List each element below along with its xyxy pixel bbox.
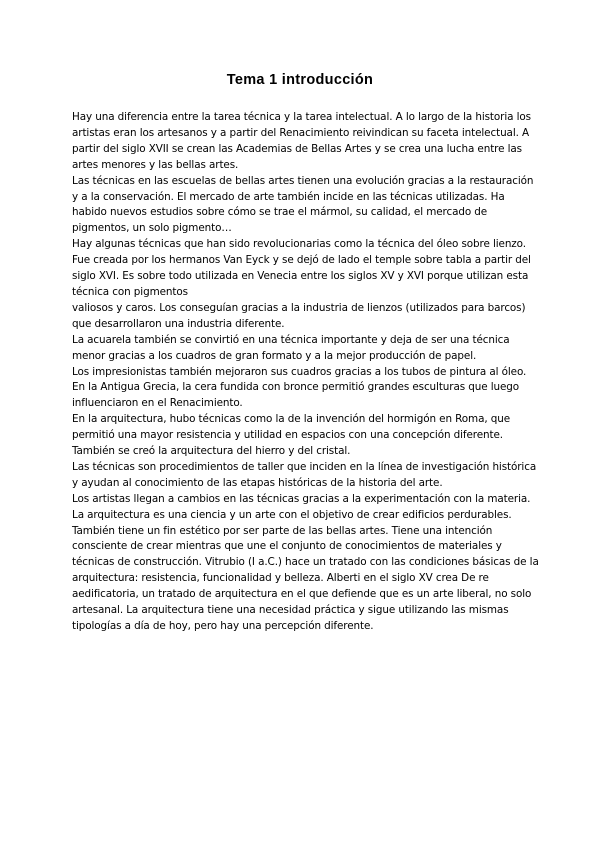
paragraph: Las técnicas son procedimientos de taller que inciden en la línea de investigación histórica y ayudan al conocimiento de las etapas históricas de la historia del arte.: [72, 460, 537, 489]
paragraph: Hay algunas técnicas que han sido revolucionarias como la técnica del óleo sobre lienzo. Fue creada por los hermanos Van Eyck y se dejó de lado el temple sobre tabla a partir del siglo XVI. Es sobre todo utilizada en Venecia entre los siglos XV y XVI porque utilizan esta técnica con pigmentos: [72, 238, 531, 298]
paragraph: En la arquitectura, hubo técnicas como la de la invención del hormigón en Roma, que permitió una mayor resistencia y utilidad en espacios con una concepción diferente.: [72, 413, 511, 442]
paragraph: También se creó la arquitectura del hierro y del cristal.: [72, 445, 351, 458]
paragraph: Hay una diferencia entre la tarea técnica y la tarea intelectual. A lo largo de la historia los artistas eran los artesanos y a partir del Renacimiento reivindican su faceta intelectual. A partir del siglo XVII se crean las Academias de Bellas Artes y se crea una lucha entre las artes menores y las bellas artes.: [72, 111, 531, 171]
paragraph: En la Antigua Grecia, la cera fundida con bronce permitió grandes esculturas que luego influenciaron en el Renacimiento.: [72, 381, 520, 410]
paragraph: Los impresionistas también mejoraron sus cuadros gracias a los tubos de pintura al óleo.: [72, 365, 527, 378]
paragraph: valiosos y caros. Los conseguían gracias a la industria de lienzos (utilizados para barcos) que desarrollaron una industria diferente.: [72, 301, 526, 330]
paragraph: Los artistas llegan a cambios en las técnicas gracias a la experimentación con la materia.: [72, 492, 531, 505]
paragraph: Las técnicas en las escuelas de bellas artes tienen una evolución gracias a la restauración y a la conservación. El mercado de arte también incide en las técnicas utilizadas. Ha habido nuevos estudios sobre cómo se trae el mármol, su calidad, el mercado de pigmentos, un solo pigmento…: [72, 174, 534, 235]
paragraph: La arquitectura es una ciencia y un arte con el objetivo de crear edificios perdurables. También tiene un fin estético por ser parte de las bellas artes. Tiene una intención consciente de crear mientras que une el conjunto de conocimientos de materiales y técnicas de construcción. Vitrubio (I a.C.) hace un tratado con las condiciones básicas de la arquitectura: resistencia, funcionalidad y belleza. Alberti en el siglo XV crea De re aedificatoria, un tratado de arquitectura en el que defiende que es un arte liberal, no solo artesanal. La arquitectura tiene una necesidad práctica y sigue utilizando las mismas tipologías a día de hoy, pero hay una percepción diferente.: [72, 508, 539, 632]
document-title: Tema 1 introducción: [226, 72, 374, 88]
document-body: [72, 110, 542, 635]
paragraph: La acuarela también se convirtió en una técnica importante y deja de ser una técnica menor gracias a los cuadros de gran formato y a la mejor producción de papel.: [72, 333, 510, 362]
